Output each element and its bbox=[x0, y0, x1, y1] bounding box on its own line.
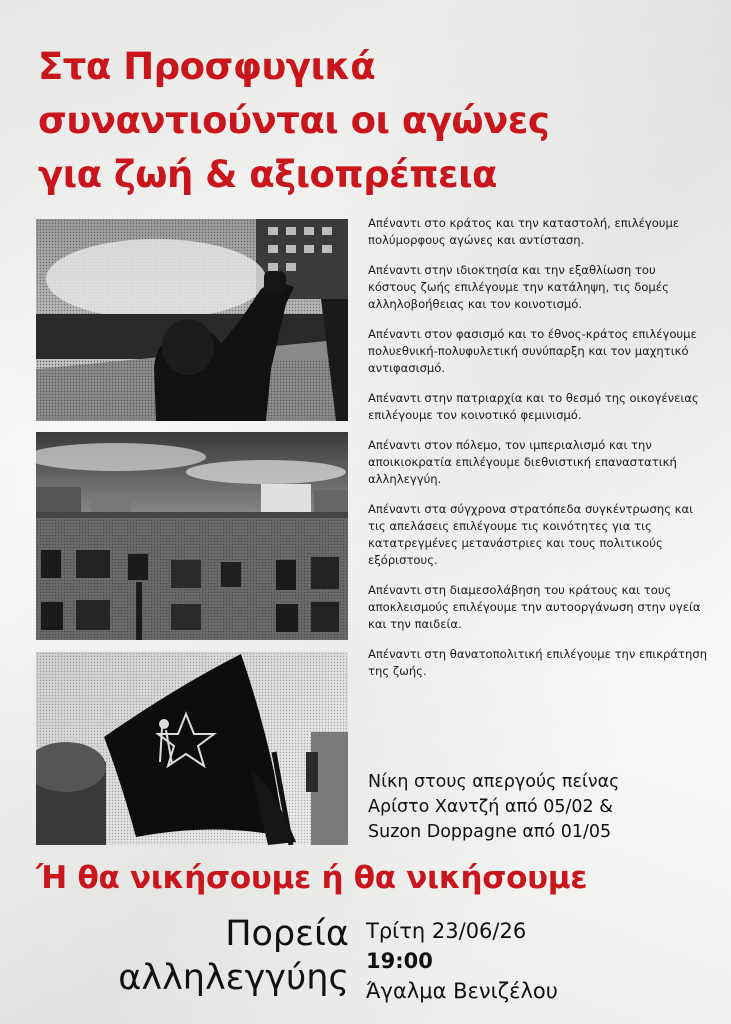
manifesto-paragraph: Απέναντι στη θανατοπολιτική επιλέγουμε την επικράτηση της ζωής. bbox=[368, 647, 708, 678]
manifesto-paragraph: Απέναντι στον φασισμό και το έθνος-κράτος επιλέγουμε πολυεθνική-πολυφυλετική συνύπαρξη και τον μαχητικό αντιφασισμό. bbox=[368, 327, 697, 375]
event-date: Τρίτη 23/06/26 bbox=[366, 919, 527, 943]
manifesto-paragraph: Απέναντι στο κράτος και την καταστολή, επιλέγουμε πολύμορφους αγώνες και αντίσταση. bbox=[368, 216, 680, 247]
march-title-line-1: Πορεία bbox=[225, 914, 349, 954]
poster-title bbox=[38, 40, 718, 202]
march-title-line-2: αλληλεγγύης bbox=[118, 958, 349, 998]
manifesto-paragraph: Απέναντι στα σύγχρονα στρατόπεδα συγκέντρωσης και τις απελάσεις επιλέγουμε τις κοινότητες για τις κατατρεγμένες μετανάστριες και τους πολιτικούς εξόριστους. bbox=[368, 502, 694, 567]
hunger-strike-line-2: Αρίστο Χαντζή από 05/02 & bbox=[368, 797, 613, 817]
hunger-strike-line-3: Suzon Doppagne από 01/05 bbox=[368, 822, 612, 842]
title-line-3: για ζωή & αξιοπρέπεια bbox=[38, 153, 497, 196]
manifesto-text bbox=[368, 215, 708, 693]
manifesto-paragraph: Απέναντι στον πόλεμο, τον ιμπεριαλισμό και την αποικιοκρατία επιλέγουμε διεθνιστική επαναστατική αλληλεγγύη. bbox=[368, 438, 677, 486]
manifesto-paragraph: Απέναντι στη διαμεσολάβηση του κράτους και τους αποκλεισμούς επιλέγουμε την αυτοοργάνωση στην υγεία και την παιδεία. bbox=[368, 583, 701, 631]
title-line-2: συναντιούνται οι αγώνες bbox=[38, 99, 550, 142]
march-title bbox=[118, 912, 349, 1000]
manifesto-paragraph: Απέναντι στην πατριαρχία και το θεσμό της οικογένειας επιλέγουμε τον κοινοτικό φεμινισμό. bbox=[368, 391, 699, 422]
black-flag-photo bbox=[36, 652, 348, 845]
hunger-strike-message bbox=[368, 770, 718, 845]
protest-raised-fist-photo bbox=[36, 219, 348, 421]
slogan: Ή θα νικήσουμε ή θα νικήσουμε bbox=[36, 860, 588, 896]
event-details bbox=[366, 916, 558, 1006]
event-place: Άγαλμα Βενιζέλου bbox=[366, 979, 558, 1003]
hunger-strike-line-1: Νίκη στους απεργούς πείνας bbox=[368, 772, 620, 792]
event-time: 19:00 bbox=[366, 949, 433, 973]
manifesto-paragraph: Απέναντι στην ιδιοκτησία και την εξαθλίωση του κόστους ζωής επιλέγουμε την κατάληψη, τις δομές αλληλοβοήθειας και τον κοινοτισμό. bbox=[368, 263, 669, 311]
refugee-buildings-photo bbox=[36, 432, 348, 640]
title-line-1: Στα Προσφυγικά bbox=[38, 45, 376, 88]
